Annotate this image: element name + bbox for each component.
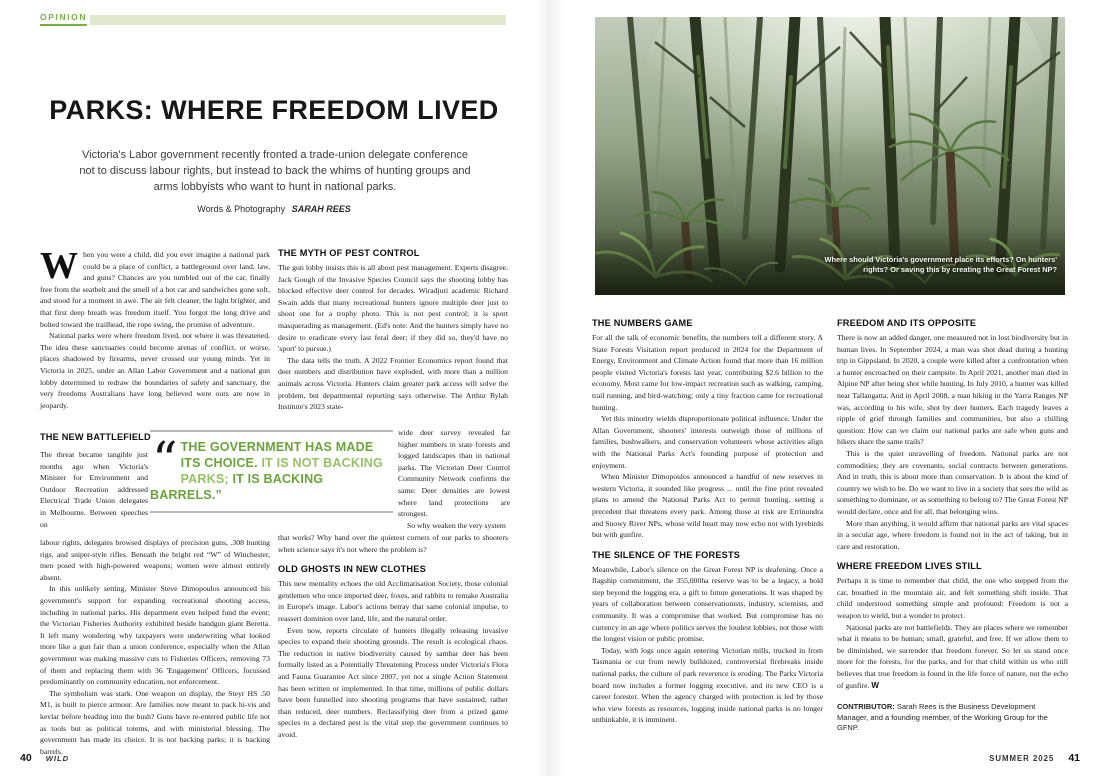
pull-quote-text: THE GOVERNMENT HAS MADE ITS CHOICE. IT IS NOT BACKING PARKS; IT IS BACKING BARRELS.”	[150, 440, 383, 502]
left-col1-continued	[40, 537, 270, 757]
standfirst: Victoria's Labor government recently fronted a trade-union delegate conference not to discuss labour rights, but instead to back the whims of hunting groups and arms lobbyists who want to hunt in national parks.	[79, 149, 471, 193]
paragraph: Today, with logs once again entering Victorian mills, trucked in from Tasmania or cut from newly bulldozed, controversial firebreaks inside national parks, the culture of park reverence is eroding. The Parks Victoria board now includes a former logging executive, and its new CEO is a career forester. When the agency charged with protection is led by those who view forests as resources, logging inside national parks is no longer unthinkable, it is imminent.	[592, 645, 823, 725]
paragraph: Meanwhile, Labor's silence on the Great Forest NP is deafening. Once a flagship commitment, the 355,000ha reserve was to be a legacy, a bold step beyond the logging era, a gift to future generations. It was shaped by years of collaboration between conservationists, industry, scientists, and community. It was a compromise that worked. But compromise has no currency in an age where politics serves the loudest lobbies, not those with the longest vision or public promise.	[592, 564, 823, 644]
footer-left	[20, 752, 320, 764]
forest-photo	[595, 17, 1065, 295]
section-heading: FREEDOM AND ITS OPPOSITE	[837, 318, 977, 328]
byline	[40, 204, 508, 214]
paragraph: National parks were where freedom lived, not where it was threatened. The idea these sanctuaries could become arenas of conflict, or worse, places shadowed by firearms, never crossed our young minds. Yet in Victoria in 2025, under an Allan Labor Government and a national gun lobby determined to redraw the boundaries of safety and sanctuary, the very freedoms Australians have long believed were ours are now in jeopardy.	[40, 331, 270, 410]
paragraph: wide deer survey revealed far higher numbers in state forests and logged landscapes than in national parks. The Victorian Deer Control Community Network confirms the same: Deer densities are lowest where land protections are strongest.	[398, 428, 510, 519]
footer-right	[780, 752, 1080, 764]
section-heading: THE SILENCE OF THE FORESTS	[592, 549, 741, 560]
section-tag-bar	[90, 15, 506, 25]
photo-caption: Where should Victoria's government place its efforts? On hunters' rights? Or saving this by creating the Great Forest NP?	[824, 255, 1057, 274]
paragraph: Yet this minority wields disproportionate political influence. Under the Allan Government, shooters' interests outweigh those of millions of families, bushwalkers, and conservation volunteers whose activities align with the National Parks Act's founding purpose of protection and enjoyment.	[592, 414, 823, 470]
left-col1-intro	[40, 245, 270, 411]
magazine-brand: WILD	[45, 754, 70, 763]
end-mark: W	[871, 680, 879, 690]
paragraph: National parks are not battlefields. They are places where we remember what it means to be human; small, grateful, and free. If we allow them to be diminished, we surrender that freedom forever. So let us stand once more for the forests, for the parks, and for that child within us who still believes that true freedom is found in the life force of nature, not the echo of gunfire. W	[837, 622, 1068, 690]
pull-quote	[150, 430, 393, 513]
paragraph: When you were a child, did you ever imagine a national park could be a place of conflict, a battleground over land, law, and guns? Chances are you tumbled out of the car, finally free from the seatbelt and the smell of a hot car and sandwiches gone soft, and stood for a moment in awe. The air felt cleaner, the light brighter, and that first deep breath was freedom itself. You forgot the long drive and bolted toward the trailhead, the rope swing, the promise of adventure.	[40, 245, 270, 329]
byline-label: Words & Photography	[197, 204, 286, 214]
right-col2	[837, 318, 1068, 734]
paragraph: The data tells the truth. A 2022 Frontier Economics report found that deer numbers and distribution have exploded, with more than a million animals across Victoria. Hunters claim greater park access will solve the problem, but departmental reporting says otherwise. The Arthur Rylah Institute's 2023 state-	[278, 355, 508, 412]
left-col2-narrow	[398, 427, 510, 531]
paragraph: that works? Why hand over the quietest corners of our parks to shooters when science says it's not where the problem is?	[278, 533, 508, 554]
page-number-left: 40	[20, 752, 32, 764]
paragraph: In this unlikely setting, Minister Steve Dimopoulos announced his government's support for expanding recreational shooting access, including in national parks. His department even helped fund the event; the Victorian Fisheries Authority exhibited beside handgun giant Beretta. It left many wondering why taxpayers were underwriting what looked more like a gun fair than a union conference, especially when the Allan government was making massive cuts to Fisheries Officers, removing 73 of them and replacing them with 36 'Engagement' Officers, focussed predominantly on community education, not enforcement.	[40, 584, 270, 687]
paragraph: The gun lobby insists this is all about pest management. Experts disagree. Jack Gough of the Invasive Species Council says the shooting lobby has blocked effective deer control for decades. Wiradjuri academic Richard Swain adds that many recreational hunters ignore multiple deer just to shoot one for a trophy photo. This is not pest control; it is sport masquerading as management. (Ed's note: And the hunters simply have no desire to eradicate every last feral deer; if they did so, they'd have no 'sport' to pursue.)	[278, 263, 508, 354]
section-heading: OLD GHOSTS IN NEW CLOTHES	[278, 564, 426, 575]
article-title: PARKS: WHERE FREEDOM LIVED	[49, 95, 499, 125]
paragraph: labour rights, delegates browsed displays of precision guns, .308 hunting rigs, and sniper-style rifles. Beneath the bright red “W” of Winchester, men posed with high-powered weapons; women were almost entirely absent.	[40, 538, 270, 582]
paragraph: The threat became tangible just months ago when Victoria's Minister for Environment and Outdoor Recreation addressed Electrical Trade Union delegates in Melbourne. Between speeches on	[40, 450, 148, 529]
paragraph: More than anything, it would affirm that national parks are vital spaces in a secular age, where freedom is found not in the act of taking, but in care and restoration.	[837, 518, 1068, 551]
issue-label: SUMMER 2025	[989, 754, 1055, 763]
left-col2-bottom	[278, 532, 508, 741]
section-heading: WHERE FREEDOM LIVES STILL	[837, 561, 982, 572]
contributor-note: CONTRIBUTOR: Sarah Rees is the Business Development Manager, and a founding member, of the Working Group for the GFNP.	[837, 702, 1048, 733]
section-heading: THE NEW BATTLEFIELD	[40, 432, 151, 442]
paragraph: This new mentality echoes the old Acclimatisation Society, those colonial gentlemen who once imported deer, foxes, and rabbits to remake Australia in Europe's image. Labor's actions betray that same colonial impulse, to reassert dominion over land, life, and the natural order.	[278, 579, 508, 623]
section-heading: THE NUMBERS GAME	[592, 318, 693, 328]
left-col2-top	[278, 248, 508, 413]
left-col1-narrow	[40, 449, 148, 533]
paragraph: This is the quiet unravelling of freedom. National parks are not commodities; they are covenants, social contracts between generations. And in truth, this is about more than conservation. It is about the kind of country we wish to be. Do we want to live in a society that sees the wild as something to dominate, or as something to belong to? The Great Forest NP would declare, once and for all, that belonging wins.	[837, 448, 1068, 516]
byline-author: SARAH REES	[291, 204, 351, 214]
paragraph: There is now an added danger, one measured not in lost biodiversity but in human lives. In September 2024, a man was shot dead during a hunting trip in Gippsland. In 2020, a couple were killed after a confrontation when a hunter encroached on their campsite. In April 2021, another man died in Alpine NP after being shot while hunting. In July 2010, a hunter was killed near Tallangatta. And in April 2008, a man hiking in the Yarra Ranges NP was, according to his wife, shot by deer hunters. Each tragedy leaves a ripple of grief through families and communities, but also a chilling question: How can we claim our national parks are safe when guns and hikers share the same trails?	[837, 333, 1068, 447]
paragraph: The symbolism was stark. One weapon on display, the Steyr HS .50 M1, is built to pierce armour. Are families now meant to pack hi-vis and kevlar before heading into the bush? Guns have re-entered public life not as tools but as political totems, and with ministerial blessing. The government has made its choice. It is not backing parks; it is backing barrels.	[40, 688, 270, 756]
paragraph: When Minister Dimopoulos announced a handful of new reserves in western Victoria, it sounded like progress ... until the fine print revealed plans to amend the National Parks Act to permit hunting, setting a precedent that threatens every park. Among those at risk are Errinundra and Snowy River NPs, whose wild heart may now echo not with lyrebirds but with gunfire.	[592, 472, 823, 540]
quote-mark-icon: “	[152, 431, 175, 489]
paragraph: For all the talk of economic benefits, the numbers tell a different story. A State Forests Visitation report produced in 2024 for the Department of Energy, Environment and Climate Action found that more than 16 million people visited Victoria's forests last year, contributing $2.6 billion to the economy. Most came for low-impact recreation such as walking, camping, trail running, and bird-watching; only a tiny fraction came for recreational hunting.	[592, 333, 823, 412]
section-heading: THE MYTH OF PEST CONTROL	[278, 248, 420, 258]
section-tag: OPINION	[40, 12, 87, 26]
paragraph: So why weaken the very system	[407, 520, 506, 530]
paragraph: Perhaps it is time to remember that child, the one who stepped from the car, breathed in the mountain air, and felt something shift inside. That child understood something simple and profound: Freedom is not a weapon to wield, but a wonder to protect.	[837, 576, 1068, 621]
paragraph: Even now, reports circulate of hunters illegally releasing invasive species to expand their shooting grounds. The result is ecological chaos. The reduction in native biodiversity caused by sambar deer has been formally listed as a Potentially Threatening Process under Victoria's Flora and Fauna Guarantee Act since 2007, yet not a single Action Statement has been written or implemented. In that time, millions of public dollars have been funnelled into shooting programs that have sustained, rather than reduced, deer numbers. Reclassifying deer from a prized game species to a declared pest is the vital step the government continues to avoid.	[278, 625, 508, 739]
dropcap: W	[40, 245, 78, 287]
right-col1	[592, 318, 823, 726]
forest-photo-illustration	[595, 17, 1065, 295]
page-gutter	[534, 0, 566, 776]
page-number-right: 41	[1068, 752, 1080, 764]
